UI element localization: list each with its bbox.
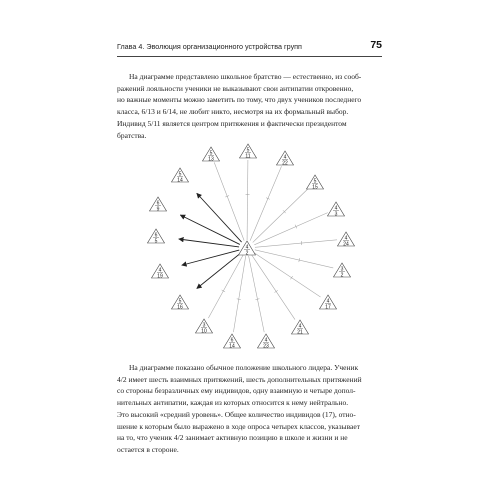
node-id-label: 15 xyxy=(312,184,318,191)
text-line: но важные моменты можно заметить по тому, что двух учеников последнего xyxy=(117,95,362,105)
node-triangle-group xyxy=(196,319,213,334)
node-id-label: 24 xyxy=(343,241,349,248)
text-line: на то, что ученик 4/2 занимает активную позицию в школе и жизни и не xyxy=(117,433,348,443)
text-line: Это высокий «средний уровень». Общее количество индивидов (17), отно- xyxy=(117,409,356,419)
node-class-label: 4 xyxy=(158,267,162,274)
paragraph-leader xyxy=(117,362,382,456)
line-tick xyxy=(237,299,241,300)
page-number: 75 xyxy=(370,39,382,51)
attraction-line xyxy=(254,252,321,297)
attraction-line xyxy=(251,255,295,320)
text-line: На диаграмме представлено школьное братство — естественно, из сооб- xyxy=(129,72,362,81)
attraction-line xyxy=(254,213,327,245)
chapter-title: Глава 4. Эволюция организационного устройства групп xyxy=(117,42,302,51)
node-class-label: 5 xyxy=(313,178,317,185)
node-triangle-group xyxy=(292,320,309,335)
node-id-label: 9 xyxy=(156,206,160,213)
line-tick xyxy=(290,276,292,279)
node-id-label: 19 xyxy=(157,273,163,280)
node-id-label: 23 xyxy=(263,343,269,350)
text-line: нительных антипатии, каждая из которых относится к нему нейтрально. xyxy=(117,398,349,408)
attraction-line xyxy=(179,239,239,247)
node-id-label: 14 xyxy=(229,343,235,350)
node-triangle-group xyxy=(240,144,257,159)
node-class-label: 4 xyxy=(245,244,249,251)
attraction-line xyxy=(247,160,248,240)
node-id-label: 17 xyxy=(325,304,331,311)
attraction-line xyxy=(255,240,337,247)
node-triangle-group xyxy=(203,147,220,162)
node-class-label: 6 xyxy=(230,337,234,344)
node-triangle-group xyxy=(152,264,169,279)
node-triangle-group xyxy=(258,334,275,349)
node-id-label: 2 xyxy=(340,272,344,279)
node-triangle-group xyxy=(277,151,294,166)
node-triangle-group xyxy=(328,202,345,217)
node-triangle-group xyxy=(148,229,165,244)
text-line: 4/2 имеет шесть взаимных притяжений, шесть дополнительных притяжений xyxy=(117,374,362,384)
node-id-label: 3 xyxy=(334,211,338,218)
attraction-line xyxy=(249,256,265,332)
attraction-line xyxy=(233,256,245,332)
attraction-line xyxy=(208,255,243,318)
node-triangle-group xyxy=(334,263,351,278)
node-id-label: 21 xyxy=(297,329,303,336)
node-triangle-group xyxy=(307,175,324,190)
attraction-line xyxy=(197,193,242,242)
node-triangle-group xyxy=(338,232,355,247)
node-id-label: 16 xyxy=(177,304,183,311)
node-class-label: 5 xyxy=(209,150,213,157)
node-triangle-group xyxy=(320,295,337,310)
node-class-label: 4 xyxy=(334,205,338,212)
node-class-label: 5 xyxy=(246,147,250,154)
node-class-label: 3 xyxy=(340,266,344,273)
text-line: братства. xyxy=(117,130,147,140)
node-class-label: 3 xyxy=(202,322,206,329)
node-class-label: 5 xyxy=(178,171,182,178)
text-line: остается в стороне. xyxy=(117,444,179,454)
line-tick xyxy=(222,290,226,292)
line-tick xyxy=(274,290,277,292)
node-id-label: 5 xyxy=(154,238,158,245)
node-triangle-group xyxy=(224,334,241,349)
node-id-label: 22 xyxy=(282,160,288,167)
node-id-label: 14 xyxy=(177,177,183,184)
node-id-label: 13 xyxy=(208,156,214,163)
attraction-line xyxy=(182,250,240,265)
node-class-label: 4 xyxy=(344,235,348,242)
center-node xyxy=(239,241,256,256)
attraction-line xyxy=(255,250,333,268)
text-line: со стороны безразличных ему индивидов, одну взаимную и четыре допол- xyxy=(117,386,356,396)
node-class-label: 6 xyxy=(156,200,160,207)
node-id-label: 11 xyxy=(245,153,251,160)
text-line: класса, 6/13 и 6/14, не любит никто, несмотря на их формальный выбор. xyxy=(117,107,349,117)
node-class-label: 6 xyxy=(154,232,158,239)
node-id-label: 2 xyxy=(245,250,249,257)
node-class-label: 5 xyxy=(178,298,182,305)
text-line: Индивид 5/11 является центром притяжения и фактически президентом xyxy=(117,118,347,128)
node-id-label: 10 xyxy=(201,328,207,335)
node-class-label: 4 xyxy=(283,154,287,161)
node-class-label: 4 xyxy=(298,323,302,330)
text-line: ражений лояльности ученики не выказывают свои антипатии откровенно, xyxy=(117,83,354,93)
node-class-label: 4 xyxy=(264,337,268,344)
node-triangle-group xyxy=(172,295,189,310)
node-triangle-group xyxy=(150,197,167,212)
node-class-label: 4 xyxy=(326,298,330,305)
text-line: шение к которым было выражено в ходе опроса четырех классов, указывает xyxy=(117,421,360,431)
text-line: На диаграмме показано обычное положение школьного лидера. Ученик xyxy=(129,363,359,372)
node-triangle-group xyxy=(172,168,189,183)
